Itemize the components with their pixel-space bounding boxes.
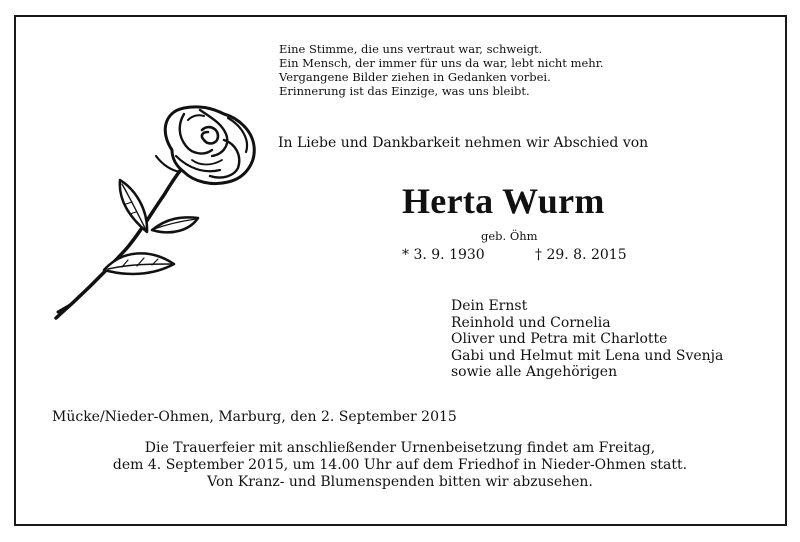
funeral-notice: [50, 440, 750, 491]
poem: [279, 42, 604, 98]
mourner: Reinhold und Cornelia: [451, 314, 611, 331]
mourner: Dein Ernst: [451, 298, 528, 314]
mourner: Oliver und Petra mit Charlotte: [451, 331, 668, 347]
notice-line: Die Trauerfeier mit anschließender Urnenbeisetzung findet am Freitag,: [144, 440, 656, 456]
place-date: Mücke/Nieder-Ohmen, Marburg, den 2. September 2015: [52, 409, 457, 425]
poem-line: Erinnerung ist das Einzige, was uns bleibt.: [279, 84, 530, 98]
mourner: sowie alle Angehörigen: [451, 364, 618, 380]
mourner: Gabi und Helmut mit Lena und Svenja: [451, 347, 724, 364]
poem-line: Eine Stimme, die uns vertraut war, schweigt.: [279, 42, 543, 56]
death-date: † 29. 8. 2015: [535, 247, 627, 263]
intro-text: In Liebe und Dankbarkeit nehmen wir Abschied von: [278, 135, 649, 151]
birth-date: * 3. 9. 1930: [402, 247, 485, 263]
notice-line: Von Kranz- und Blumenspenden bitten wir abzusehen.: [207, 474, 593, 490]
poem-line: Vergangene Bilder ziehen in Gedanken vorbei.: [279, 70, 551, 84]
notice-line: dem 4. September 2015, um 14.00 Uhr auf dem Friedhof in Nieder-Ohmen statt.: [112, 457, 688, 473]
birth-name: geb. Öhm: [481, 229, 538, 243]
deceased-name: Herta Wurm: [402, 181, 605, 221]
poem-line: Ein Mensch, der immer für uns da war, lebt nicht mehr.: [279, 56, 604, 70]
mourners-list: [451, 298, 723, 381]
rose-icon: [52, 100, 262, 325]
